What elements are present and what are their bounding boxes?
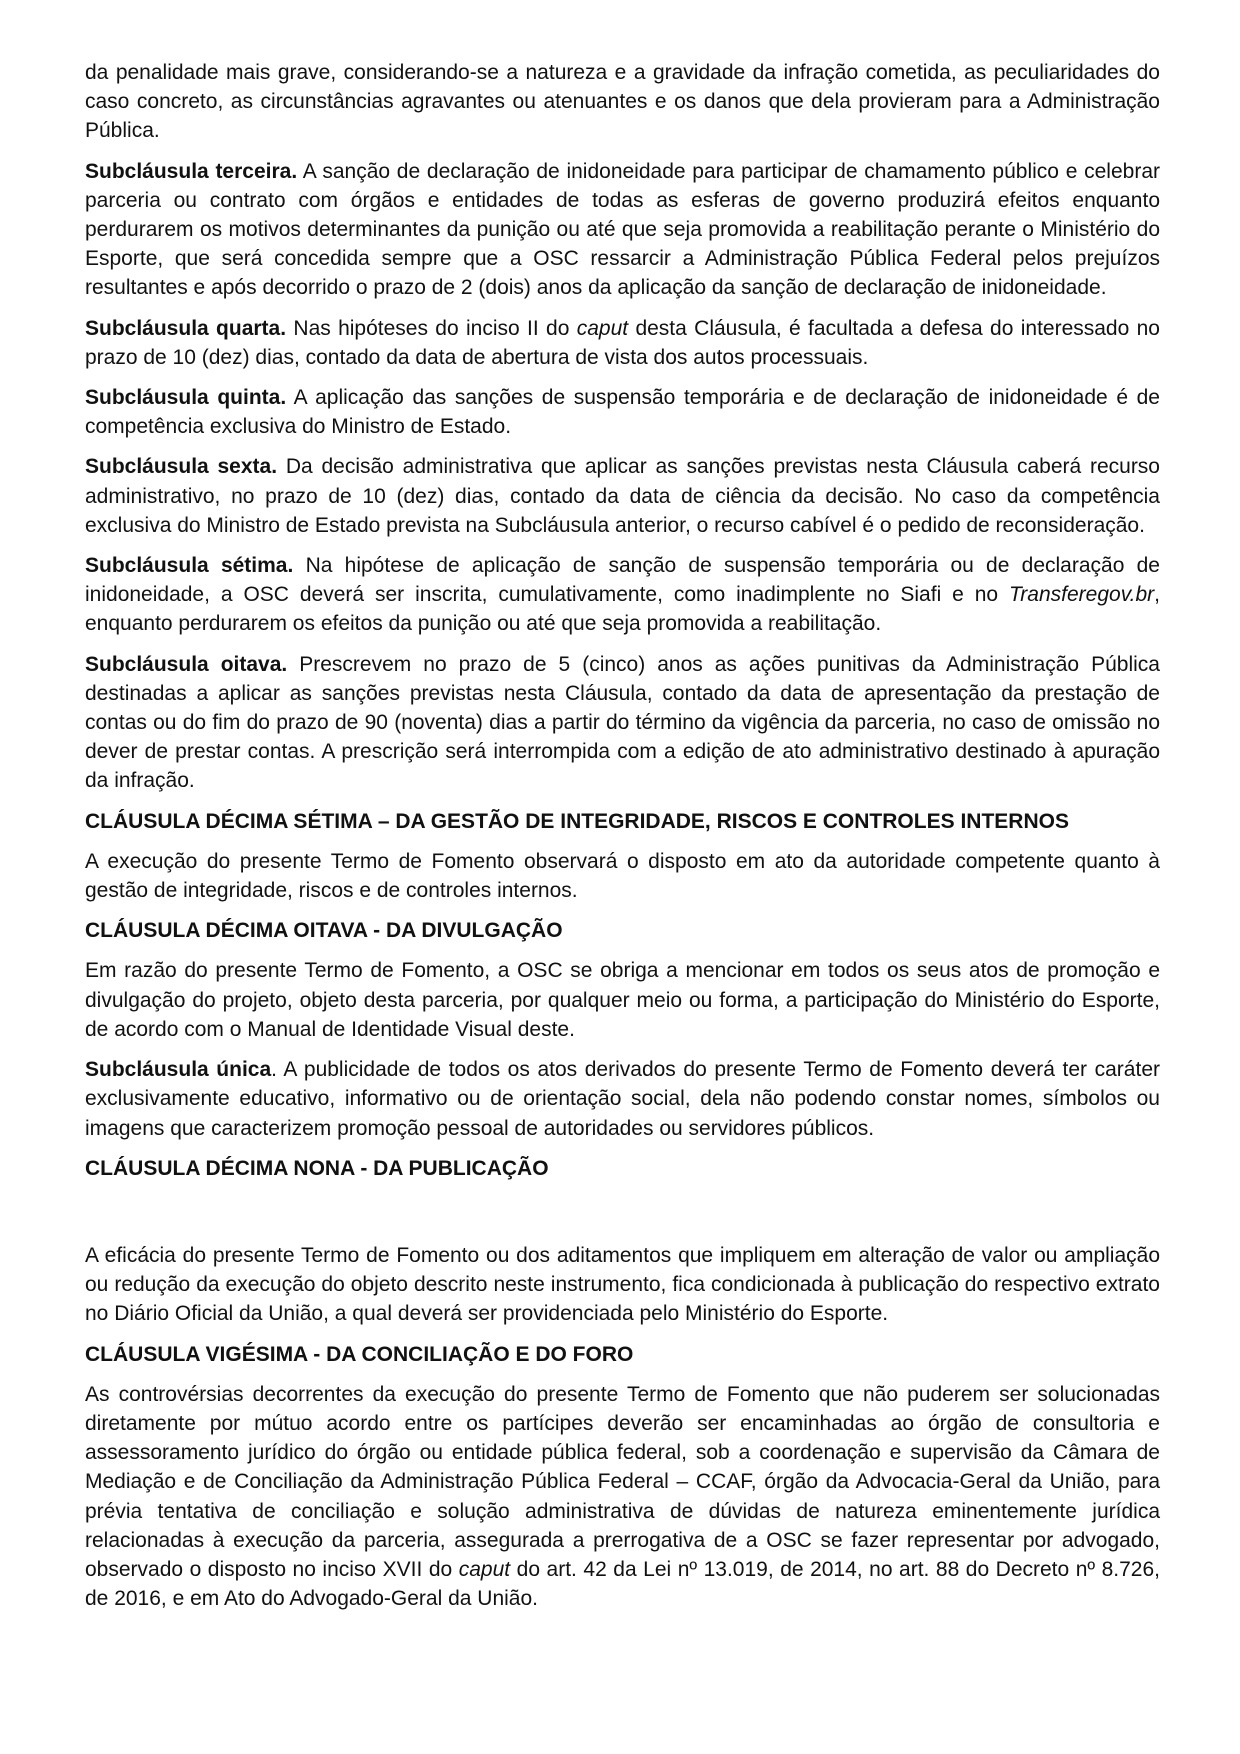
subclause-label: Subcláusula quarta. <box>85 316 287 340</box>
subclause-oitava <box>85 650 1160 796</box>
subclause-label: Subcláusula sétima. <box>85 554 294 578</box>
paragraph-text: A sanção de declaração de inidoneidade para participar de chamamento público e celebrar parceria ou contrato com órgãos e entidades de todas as esferas de governo produzirá efeitos enquanto perdurarem os motivos determinantes da punição ou até que seja promovida a reabilitação perante o Ministério do Esporte, que será concedida sempre que a OSC ressarcir a Administração Pública Federal pelos prejuízos resultantes e após decorrido o prazo de 2 (dois) anos da aplicação da sanção de declaração de inidoneidade. <box>85 159 1160 300</box>
clause-heading-18: CLÁUSULA DÉCIMA OITAVA - DA DIVULGAÇÃO <box>85 919 563 943</box>
subclause-unica <box>85 1055 1160 1143</box>
paragraph-text: A execução do presente Termo de Fomento observará o disposto em ato da autoridade competente quanto à gestão de integridade, riscos e de controles internos. <box>85 849 1160 903</box>
italic-term: Transferegov.br <box>1009 583 1155 607</box>
paragraph-text: Prescrevem no prazo de 5 (cinco) anos as ações punitivas da Administração Pública destinadas a aplicar as sanções previstas nesta Cláusula, contado da data de apresentação da prestação de contas ou do fim do prazo de 90 (noventa) dias a partir do término da vigência da parceria, no caso de omissão no dever de prestar contas. A prescrição será interrompida com a edição de ato administrativo destinado à apuração da infração. <box>85 652 1160 793</box>
subclause-terceira <box>85 157 1160 303</box>
subclause-label: Subcláusula sexta. <box>85 455 278 479</box>
subclause-label: Subcláusula terceira. <box>85 159 298 183</box>
paragraph-integridade <box>85 847 1160 905</box>
subclause-sexta <box>85 452 1160 540</box>
subclause-label: Subcláusula quinta. <box>85 386 287 410</box>
italic-term: caput <box>458 1557 511 1581</box>
paragraph-text: da penalidade mais grave, considerando-se a natureza e a gravidade da infração cometida, as peculiaridades do caso concreto, as circunstâncias agravantes ou atenuantes e os danos que dela provieram para a Administração Pública. <box>85 61 1160 143</box>
paragraph-text: , enquanto perdurarem os efeitos da punição ou até que seja promovida a reabilitação. <box>85 583 1160 636</box>
paragraph-publicacao <box>85 1241 1160 1329</box>
subclause-quarta <box>85 314 1160 372</box>
paragraph-divulgacao <box>85 956 1160 1044</box>
paragraph-text: do art. 42 da Lei nº 13.019, de 2014, no art. 88 do Decreto nº 8.726, de 2016, e em Ato do Advogado-Geral da União. <box>85 1557 1160 1611</box>
clause-heading-20: CLÁUSULA VIGÉSIMA - DA CONCILIAÇÃO E DO FORO <box>85 1342 634 1366</box>
paragraph-text: Em razão do presente Termo de Fomento, a OSC se obriga a mencionar em todos os seus atos de promoção e divulgação do projeto, objeto desta parceria, por qualquer meio ou forma, a participação do Ministério do Esporte, de acordo com o Manual de Identidade Visual deste. <box>85 959 1160 1041</box>
paragraph-text: Na hipótese de aplicação de sanção de suspensão temporária ou de declaração de inidoneidade, a OSC deverá ser inscrita, cumulativamente, como inadimplente no Siafi e no <box>85 554 1160 607</box>
paragraph-text: As controvérsias decorrentes da execução do presente Termo de Fomento que não puderem ser solucionadas diretamente por mútuo acordo entre os partícipes deverão ser encaminhadas ao órgão de consultoria e assessoramento jurídico do órgão ou entidade pública federal, sob a coordenação e supervisão da Câmara de Mediação e de Conciliação da Administração Pública Federal – CCAF, órgão da Advocacia-Geral da União, para prévia tentativa de conciliação e solução administrativa de dúvidas de natureza eminentemente jurídica relacionadas à execução da parceria, assegurada a prerrogativa de a OSC se fazer representar por advogado, observado o disposto no inciso XVII do <box>85 1382 1160 1581</box>
subclause-label: Subcláusula oitava. <box>85 652 288 676</box>
paragraph-continuation <box>85 58 1160 146</box>
paragraph-text: A aplicação das sanções de suspensão temporária e de declaração de inidoneidade é de competência exclusiva do Ministro de Estado. <box>85 386 1160 439</box>
paragraph-text: A eficácia do presente Termo de Fomento ou dos aditamentos que impliquem em alteração de valor ou ampliação ou redução da execução do objeto descrito neste instrumento, fica condicionada à publicação do respectivo extrato no Diário Oficial da União, a qual deverá ser providenciada pelo Ministério do Esporte. <box>85 1243 1160 1326</box>
paragraph-text: desta Cláusula, é facultada a defesa do interessado no prazo de 10 (dez) dias, contado da data de abertura de vista dos autos processuais. <box>85 316 1160 369</box>
italic-term: caput <box>576 316 629 340</box>
subclause-setima <box>85 551 1160 639</box>
paragraph-text: Nas hipóteses do inciso II do <box>286 316 577 340</box>
subclause-label: Subcláusula única <box>85 1058 272 1082</box>
paragraph-conciliacao <box>85 1380 1160 1614</box>
clause-heading-19: CLÁUSULA DÉCIMA NONA - DA PUBLICAÇÃO <box>85 1156 549 1180</box>
paragraph-text: Da decisão administrativa que aplicar as sanções previstas nesta Cláusula caberá recurso administrativo, no prazo de 10 (dez) dias, contado da data de ciência da decisão. No caso da competência exclusiva do Ministro de Estado prevista na Subcláusula anterior, o recurso cabível é o pedido de reconsideração. <box>85 455 1160 537</box>
clause-heading-17: CLÁUSULA DÉCIMA SÉTIMA – DA GESTÃO DE INTEGRIDADE, RISCOS E CONTROLES INTERNOS <box>85 809 1069 833</box>
subclause-quinta <box>85 383 1160 441</box>
paragraph-text: . A publicidade de todos os atos derivados do presente Termo de Fomento deverá ter caráter exclusivamente educativo, informativo ou de orientação social, dela não podendo constar nomes, símbolos ou imagens que caracterizem promoção pessoal de autoridades ou servidores públicos. <box>85 1058 1160 1140</box>
